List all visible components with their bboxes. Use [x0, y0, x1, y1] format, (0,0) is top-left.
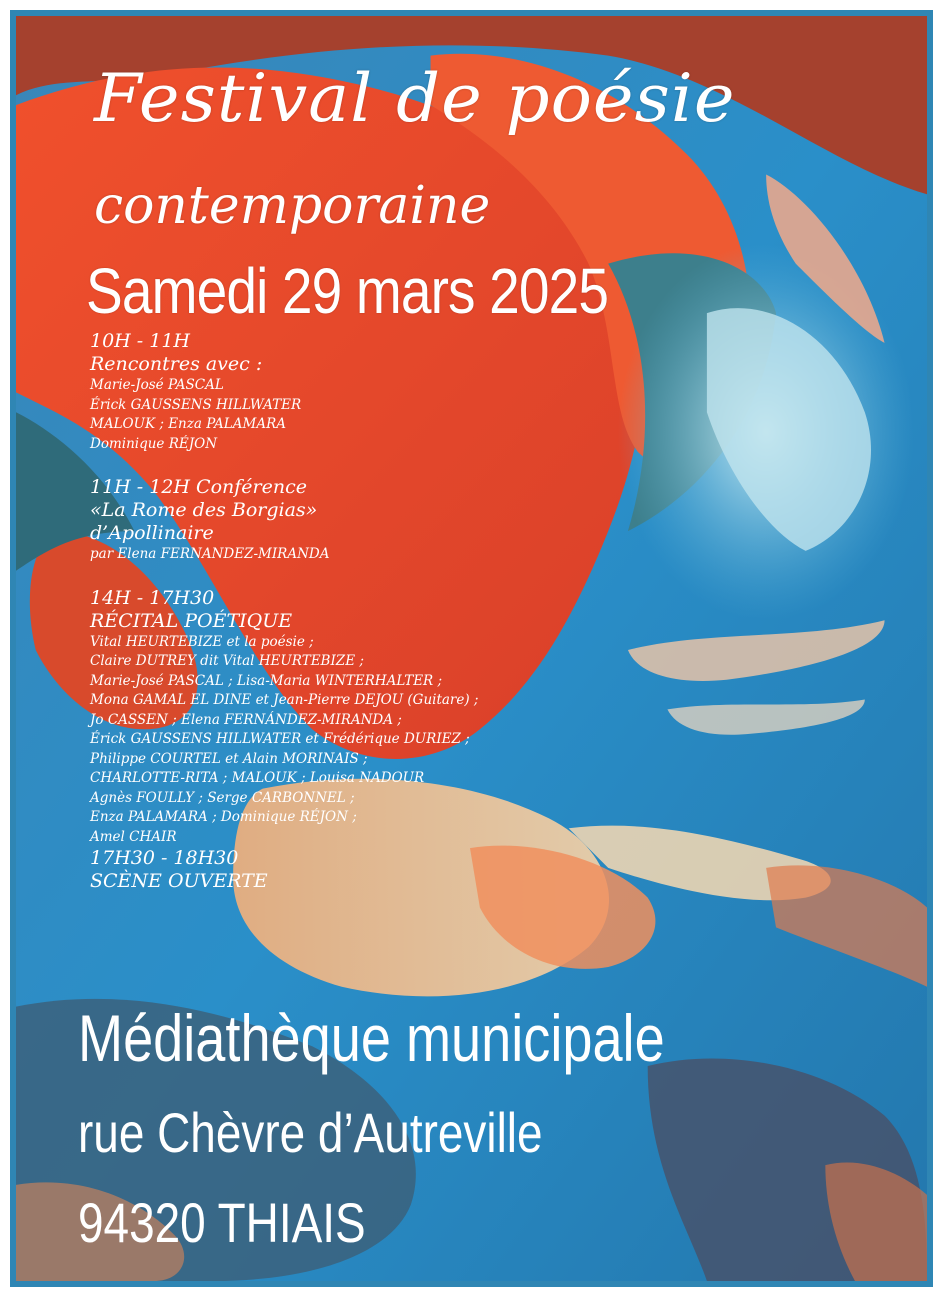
block3-line: Philippe COURTEL et Alain MORINAIS ; [90, 750, 368, 767]
block3-time: 14H - 17H30 [90, 586, 215, 609]
block3-heading: RÉCITAL POÉTIQUE [90, 609, 293, 632]
block3-line: Enza PALAMARA ; Dominique RÉJON ; [90, 809, 357, 825]
block2-time-heading: 11H - 12H Conférence [90, 476, 307, 498]
festival-date: Samedi 29 mars 2025 [86, 255, 609, 327]
block3-line: Érick GAUSSENS HILLWATER et Frédérique DURIEZ ; [90, 731, 470, 747]
block3-line: Mona GAMAL EL DINE et Jean-Pierre DEJOU (Guitare) ; [90, 692, 479, 708]
block3-line: CHARLOTTE-RITA ; MALOUK ; Louisa NADOUR [90, 770, 425, 786]
block1-line: Marie-José PASCAL [90, 377, 224, 393]
block2-title: «La Rome des Borgias» [90, 499, 318, 521]
block1-time: 10H - 11H [90, 330, 190, 352]
block1-line: Dominique RÉJON [90, 435, 218, 452]
block1-heading: Rencontres avec : [90, 353, 263, 375]
block3-line: Amel CHAIR [90, 828, 177, 845]
venue-street: rue Chèvre d’Autreville [78, 1101, 543, 1164]
block3-line: Vital HEURTEBIZE et la poésie ; [90, 633, 314, 650]
festival-title-line1: Festival de poésie [94, 60, 736, 137]
block3-line: Jo CASSEN ; Elena FERNÁNDEZ-MIRANDA ; [90, 711, 402, 728]
block3-line: Agnès FOULLY ; Serge CARBONNEL ; [90, 789, 355, 806]
block3-line: Claire DUTREY dit Vital HEURTEBIZE ; [90, 653, 364, 669]
venue-city: 94320 THIAIS [78, 1191, 366, 1254]
schedule [90, 330, 478, 893]
block1-line: MALOUK ; Enza PALAMARA [90, 416, 286, 432]
block1-line: Érick GAUSSENS HILLWATER [90, 396, 302, 413]
venue-name: Médiathèque municipale [78, 1001, 665, 1075]
schedule-block-rencontres [90, 330, 478, 454]
schedule-block-scene-ouverte [90, 847, 478, 893]
block2-author: d’Apollinaire [90, 522, 214, 544]
block4-time: 17H30 - 18H30 [90, 847, 239, 869]
block3-line: Marie-José PASCAL ; Lisa-Maria WINTERHALTER ; [90, 672, 443, 689]
schedule-block-recital [90, 587, 478, 848]
schedule-block-conference [90, 476, 478, 565]
block4-heading: SCÈNE OUVERTE [90, 870, 268, 892]
festival-title-line2: contemporaine [94, 176, 491, 236]
block2-by: par Elena FERNANDEZ-MIRANDA [90, 546, 330, 562]
